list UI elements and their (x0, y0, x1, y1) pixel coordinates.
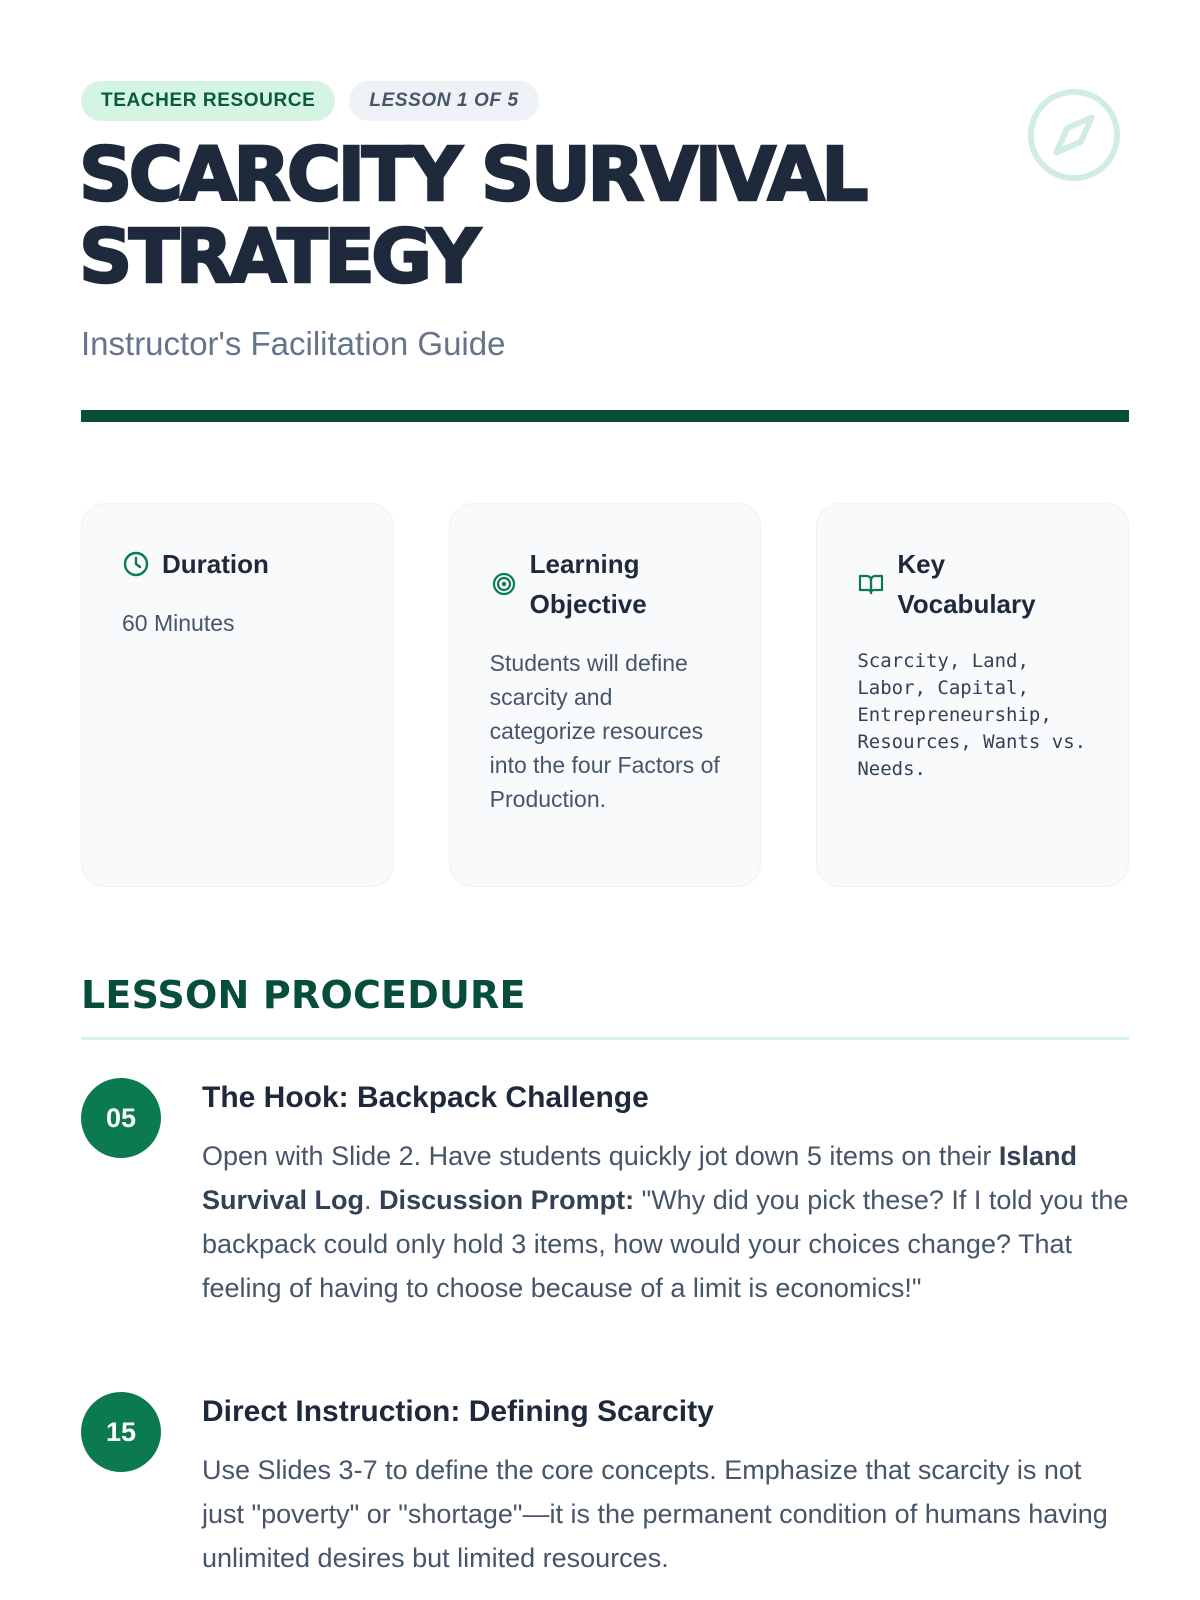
duration-value: 60 Minutes (122, 610, 235, 636)
book-icon (857, 570, 885, 598)
lesson-number-badge: LESSON 1 OF 5 (349, 81, 538, 121)
teacher-resource-badge: TEACHER RESOURCE (81, 81, 335, 121)
objective-title (530, 544, 647, 624)
title-line-2: STRATEGY (79, 214, 478, 300)
duration-card (81, 503, 394, 887)
step-description: Open with Slide 2. Have students quickly jot down 5 items on their Island Survival Log. Discussion Prompt: "Why did you pick these? If I told you the backpack could only hold 3 items, how would your choices change? That feeling of having to choose because of a limit is economics!" (202, 1141, 1129, 1303)
vocabulary-title-line-2: Vocabulary (897, 589, 1036, 619)
step-minutes-badge: 05 (81, 1078, 161, 1158)
discussion-prompt-label: Discussion Prompt: (379, 1185, 635, 1215)
survival-log-term: Island Survival Log (202, 1141, 1077, 1215)
header-divider (81, 410, 1129, 422)
step-description: Use Slides 3-7 to define the core concepts. Emphasize that scarcity is not just "poverty" or "shortage"—it is the permanent condition of humans having unlimited desires but limited resources. (202, 1455, 1108, 1573)
target-icon (490, 570, 518, 598)
clock-icon (122, 550, 150, 578)
objective-title-line-2: Objective (529, 589, 647, 619)
vocabulary-list: Scarcity, Land, Labor, Capital, Entrepreneurship, Resources, Wants vs. Needs. (857, 650, 1087, 780)
title-line-1: SCARCITY SURVIVAL (79, 132, 865, 218)
vocabulary-card (816, 503, 1129, 887)
step-minutes-badge: 15 (81, 1392, 161, 1472)
badge-row (81, 81, 539, 121)
step-title: The Hook: Backpack Challenge (202, 1081, 649, 1114)
page-title (79, 134, 979, 298)
vocabulary-title-line-1: Key (897, 549, 946, 579)
objective-card (449, 503, 762, 887)
objective-title-line-1: Learning (529, 549, 640, 579)
info-cards (81, 503, 1129, 887)
page-subtitle: Instructor's Facilitation Guide (81, 325, 506, 362)
step-title: Direct Instruction: Defining Scarcity (202, 1395, 714, 1428)
compass-icon (1025, 86, 1123, 184)
procedure-divider (81, 1037, 1129, 1040)
procedure-heading: LESSON PROCEDURE (81, 973, 526, 1017)
duration-title: Duration (162, 549, 269, 579)
objective-text: Students will define scarcity and categorize resources into the four Factors of Production. (489, 650, 720, 812)
vocabulary-title (897, 544, 1035, 624)
lesson-page (81, 0, 1129, 1600)
